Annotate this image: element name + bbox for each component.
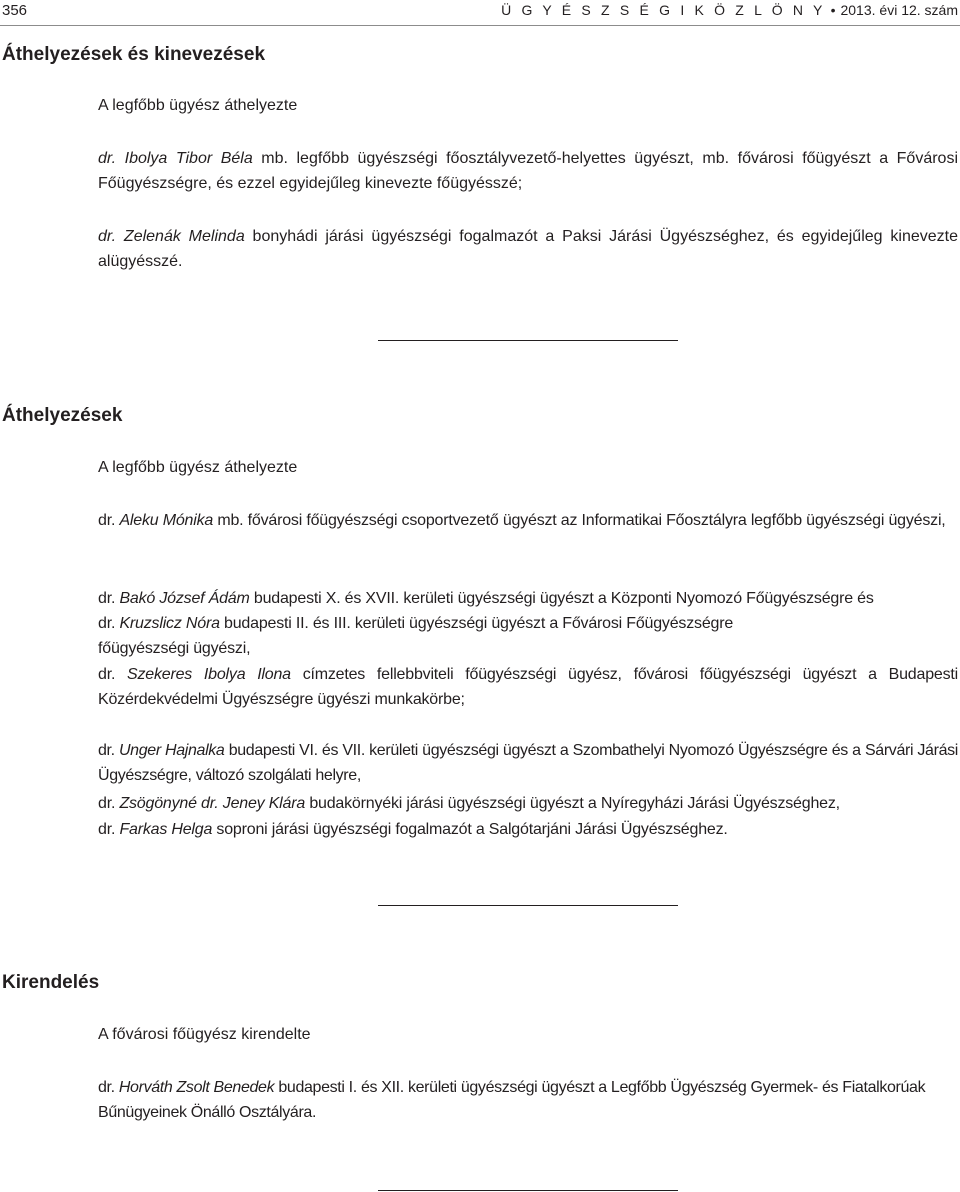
- journal-name: Ü G Y É S Z S É G I K Ö Z L Ö N Y: [501, 2, 826, 18]
- entry-paragraph: [98, 662, 958, 712]
- entry-paragraph: [98, 146, 958, 196]
- entry-paragraph: [98, 791, 958, 816]
- person-name: Szekeres Ibolya Ilona: [127, 666, 291, 683]
- entry-paragraph: [98, 611, 778, 661]
- section-title-transfers: Áthelyezések: [2, 405, 123, 426]
- entry-text: budapesti X. és XVII. kerületi ügyészségi ügyészt a Központi Nyomozó Főügyészségre és: [249, 590, 874, 607]
- bullet-separator: •: [830, 2, 836, 18]
- journal-issue: [501, 2, 958, 18]
- entry-prefix: dr.: [98, 228, 124, 245]
- section-divider: [378, 340, 678, 341]
- entry-text: budapesti II. és III. kerületi ügyészségi ügyészt a Fővárosi Főügyészségre főügyészségi ügyészi,: [98, 615, 734, 657]
- entry-paragraph: [98, 224, 958, 274]
- page-number: 356: [2, 2, 28, 19]
- section-intro: A legfőbb ügyész áthelyezte: [98, 97, 298, 114]
- entry-prefix: dr.: [98, 150, 125, 167]
- section-title-secondment: Kirendelés: [2, 972, 100, 993]
- entry-prefix: dr.: [98, 666, 127, 683]
- person-name: Bakó József Ádám: [119, 590, 250, 607]
- entry-paragraph: [98, 738, 958, 788]
- entry-prefix: dr.: [98, 821, 120, 838]
- person-name: Ibolya Tibor Béla: [124, 150, 253, 167]
- entry-paragraph: [98, 586, 958, 611]
- entry-text: címzetes fellebbviteli főügyészségi ügyész, fővárosi főügyészségi ügyészt a Budapesti Közérdekvédelmi Ügyészségre ügyészi munkakörbe;: [98, 666, 958, 708]
- person-name: Zsögönyné dr. Jeney Klára: [119, 795, 306, 812]
- person-name: Unger Hajnalka: [118, 742, 225, 759]
- section-divider: [378, 905, 678, 906]
- section-intro: A fővárosi főügyész kirendelte: [98, 1026, 311, 1043]
- entry-text: soproni járási ügyészségi fogalmazót a Salgótarjáni Járási Ügyészséghez.: [212, 821, 728, 838]
- entry-paragraph: [98, 817, 958, 842]
- entry-prefix: dr.: [98, 742, 119, 759]
- running-header: [0, 0, 960, 26]
- entry-prefix: dr.: [98, 1079, 119, 1096]
- entry-prefix: dr.: [98, 590, 120, 607]
- entry-text: budakörnyéki járási ügyészségi ügyészt a Nyíregyházi Járási Ügyészséghez,: [305, 795, 840, 812]
- entry-paragraph: [98, 1075, 958, 1125]
- issue-number: 2013. évi 12. szám: [840, 2, 958, 18]
- section-divider: [378, 1190, 678, 1191]
- person-name: Aleku Mónika: [119, 512, 214, 529]
- person-name: Farkas Helga: [119, 821, 213, 838]
- person-name: Zelenák Melinda: [123, 228, 245, 245]
- entry-text: budapesti I. és XII. kerületi ügyészségi ügyészt a Legfőbb Ügyészség Gyermek- és Fiatalkorúak Bűnügyeinek Önálló Osztályára.: [98, 1079, 926, 1121]
- section-intro: A legfőbb ügyész áthelyezte: [98, 459, 298, 476]
- entry-text: mb. fővárosi főügyészségi csoportvezető ügyészt az Informatikai Főosztályra legfőbb ügyészségi ügyészi,: [213, 512, 946, 529]
- entry-prefix: dr.: [98, 615, 120, 632]
- entry-text: budapesti VI. és VII. kerületi ügyészségi ügyészt a Szombathelyi Nyomozó Ügyészségre és a Sárvári Járási Ügyészségre, változó szolgálati helyre,: [98, 742, 958, 784]
- section-title-transfers-and-appointments: Áthelyezések és kinevezések: [2, 44, 266, 65]
- entry-prefix: dr.: [98, 512, 120, 529]
- person-name: Horváth Zsolt Benedek: [118, 1079, 275, 1096]
- entry-paragraph: [98, 508, 958, 533]
- person-name: Kruzslicz Nóra: [119, 615, 220, 632]
- entry-prefix: dr.: [98, 795, 120, 812]
- entry-text: mb. legfőbb ügyészségi főosztályvezető-helyettes ügyészt, mb. fővárosi főügyészt a Fővárosi Főügyészségre, és ezzel egyidejűleg kinevezte főügyésszé;: [98, 150, 958, 192]
- entry-text: bonyhádi járási ügyészségi fogalmazót a Paksi Járási Ügyészséghez, és egyidejűleg kinevezte alügyésszé.: [98, 228, 958, 270]
